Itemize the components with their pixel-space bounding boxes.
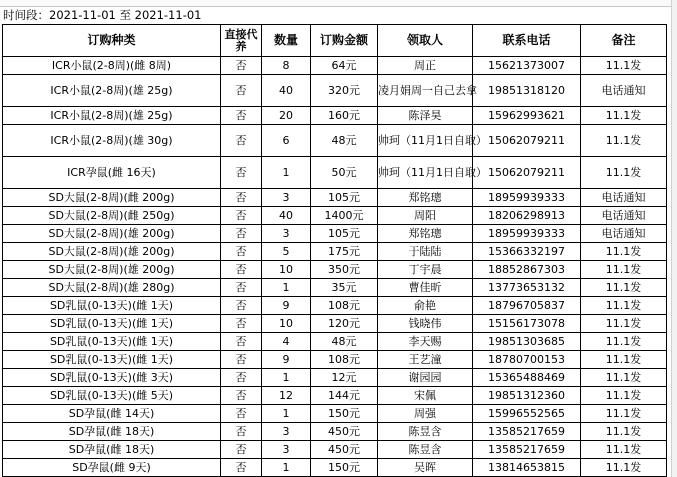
cell-amount: 144元 xyxy=(311,387,378,405)
cell-amount: 12元 xyxy=(311,369,378,387)
cell-phone: 13814653815 xyxy=(473,459,581,477)
cell-order-type: ICR小鼠(2-8周)(雄 25g) xyxy=(3,107,221,125)
cell-receiver: 吴晖 xyxy=(378,459,473,477)
cell-amount: 120元 xyxy=(311,315,378,333)
cell-receiver: 郑铭璁 xyxy=(378,225,473,243)
cell-note: 11.1发 xyxy=(581,107,667,125)
cell-quantity: 9 xyxy=(262,351,311,369)
cell-order-type: SD乳鼠(0-13天)(雌 1天) xyxy=(3,333,221,351)
window-right-edge xyxy=(671,0,677,477)
cell-order-type: SD乳鼠(0-13天)(雌 5天) xyxy=(3,387,221,405)
cell-direct-care: 否 xyxy=(221,189,262,207)
cell-receiver: 王艺潼 xyxy=(378,351,473,369)
cell-direct-care: 否 xyxy=(221,441,262,459)
cell-note: 电话通知 xyxy=(581,189,667,207)
cell-direct-care: 否 xyxy=(221,279,262,297)
cell-order-type: ICR小鼠(2-8周)(雄 25g) xyxy=(3,75,221,107)
cell-receiver: 周正 xyxy=(378,57,473,75)
cell-direct-care: 否 xyxy=(221,315,262,333)
cell-note: 11.1发 xyxy=(581,387,667,405)
cell-amount: 35元 xyxy=(311,279,378,297)
cell-phone: 18959939333 xyxy=(473,225,581,243)
cell-phone: 15962993621 xyxy=(473,107,581,125)
cell-receiver: 宋佩 xyxy=(378,387,473,405)
cell-quantity: 12 xyxy=(262,387,311,405)
cell-note: 11.1发 xyxy=(581,297,667,315)
cell-amount: 320元 xyxy=(311,75,378,107)
cell-receiver: 陈昱含 xyxy=(378,423,473,441)
cell-direct-care: 否 xyxy=(221,125,262,157)
cell-quantity: 1 xyxy=(262,405,311,423)
table-row xyxy=(3,125,667,157)
cell-phone: 19851303685 xyxy=(473,333,581,351)
cell-quantity: 10 xyxy=(262,261,311,279)
cell-receiver: 陈泽昊 xyxy=(378,107,473,125)
cell-order-type: SD乳鼠(0-13天)(雌 3天) xyxy=(3,369,221,387)
cell-phone: 18206298913 xyxy=(473,207,581,225)
table-row xyxy=(3,333,667,351)
table-row xyxy=(3,423,667,441)
table-row xyxy=(3,459,667,477)
table-row xyxy=(3,297,667,315)
cell-note: 电话通知 xyxy=(581,225,667,243)
cell-note: 11.1发 xyxy=(581,369,667,387)
cell-note: 电话通知 xyxy=(581,207,667,225)
cell-phone: 18852867303 xyxy=(473,261,581,279)
cell-direct-care: 否 xyxy=(221,225,262,243)
cell-order-type: SD孕鼠(雌 14天) xyxy=(3,405,221,423)
cell-quantity: 40 xyxy=(262,75,311,107)
cell-phone: 15062079211 xyxy=(473,157,581,189)
cell-amount: 350元 xyxy=(311,261,378,279)
header-order-type: 订购种类 xyxy=(3,25,221,57)
header-amount: 订购金额 xyxy=(311,25,378,57)
cell-amount: 50元 xyxy=(311,157,378,189)
table-row xyxy=(3,405,667,423)
table-row xyxy=(3,387,667,405)
table-row xyxy=(3,189,667,207)
cell-amount: 48元 xyxy=(311,333,378,351)
cell-quantity: 1 xyxy=(262,369,311,387)
cell-receiver: 郑铭璁 xyxy=(378,189,473,207)
table-row xyxy=(3,75,667,107)
cell-quantity: 20 xyxy=(262,107,311,125)
cell-phone: 18959939333 xyxy=(473,189,581,207)
cell-note: 11.1发 xyxy=(581,405,667,423)
cell-receiver: 俞艳 xyxy=(378,297,473,315)
cell-amount: 105元 xyxy=(311,189,378,207)
cell-amount: 150元 xyxy=(311,459,378,477)
cell-amount: 450元 xyxy=(311,441,378,459)
cell-order-type: SD大鼠(2-8周)(雌 200g) xyxy=(3,189,221,207)
cell-phone: 13773653132 xyxy=(473,279,581,297)
cell-note: 11.1发 xyxy=(581,441,667,459)
cell-phone: 15621373007 xyxy=(473,57,581,75)
cell-phone: 19851318120 xyxy=(473,75,581,107)
cell-note: 11.1发 xyxy=(581,125,667,157)
cell-amount: 105元 xyxy=(311,225,378,243)
header-direct-care: 直接代养 xyxy=(221,25,262,57)
cell-phone: 15365488469 xyxy=(473,369,581,387)
cell-quantity: 40 xyxy=(262,207,311,225)
cell-direct-care: 否 xyxy=(221,243,262,261)
cell-order-type: SD大鼠(2-8周)(雄 200g) xyxy=(3,243,221,261)
cell-quantity: 3 xyxy=(262,189,311,207)
sheet-top-strip xyxy=(0,0,676,7)
table-row xyxy=(3,225,667,243)
cell-direct-care: 否 xyxy=(221,107,262,125)
cell-direct-care: 否 xyxy=(221,369,262,387)
cell-quantity: 3 xyxy=(262,423,311,441)
cell-order-type: SD乳鼠(0-13天)(雌 1天) xyxy=(3,351,221,369)
cell-receiver: 钱晓伟 xyxy=(378,315,473,333)
cell-direct-care: 否 xyxy=(221,351,262,369)
table-row xyxy=(3,279,667,297)
cell-order-type: SD大鼠(2-8周)(雄 200g) xyxy=(3,261,221,279)
cell-direct-care: 否 xyxy=(221,459,262,477)
cell-phone: 15996552565 xyxy=(473,405,581,423)
cell-direct-care: 否 xyxy=(221,207,262,225)
cell-receiver: 于陆陆 xyxy=(378,243,473,261)
cell-order-type: SD孕鼠(雌 9天) xyxy=(3,459,221,477)
cell-note: 11.1发 xyxy=(581,279,667,297)
cell-direct-care: 否 xyxy=(221,261,262,279)
cell-note: 11.1发 xyxy=(581,243,667,261)
cell-order-type: SD大鼠(2-8周)(雄 200g) xyxy=(3,225,221,243)
table-row xyxy=(3,351,667,369)
cell-quantity: 1 xyxy=(262,279,311,297)
cell-direct-care: 否 xyxy=(221,387,262,405)
table-row xyxy=(3,207,667,225)
cell-order-type: SD大鼠(2-8周)(雌 250g) xyxy=(3,207,221,225)
cell-direct-care: 否 xyxy=(221,157,262,189)
table-row xyxy=(3,157,667,189)
cell-order-type: ICR小鼠(2-8周)(雌 8周) xyxy=(3,57,221,75)
cell-receiver: 帅珂（11月1日自取） xyxy=(378,157,473,189)
cell-note: 11.1发 xyxy=(581,57,667,75)
table-row xyxy=(3,57,667,75)
cell-direct-care: 否 xyxy=(221,75,262,107)
cell-note: 11.1发 xyxy=(581,333,667,351)
cell-note: 11.1发 xyxy=(581,459,667,477)
cell-order-type: SD乳鼠(0-13天)(雌 1天) xyxy=(3,297,221,315)
cell-amount: 160元 xyxy=(311,107,378,125)
cell-note: 11.1发 xyxy=(581,315,667,333)
cell-quantity: 3 xyxy=(262,441,311,459)
table-body xyxy=(3,57,667,477)
cell-quantity: 8 xyxy=(262,57,311,75)
cell-amount: 48元 xyxy=(311,125,378,157)
table-row xyxy=(3,107,667,125)
cell-note: 11.1发 xyxy=(581,423,667,441)
cell-order-type: SD孕鼠(雌 18天) xyxy=(3,441,221,459)
period-label: 时间段：2021-11-01 至 2021-11-01 xyxy=(3,8,202,22)
cell-note: 11.1发 xyxy=(581,157,667,189)
cell-amount: 450元 xyxy=(311,423,378,441)
cell-phone: 13585217659 xyxy=(473,423,581,441)
cell-phone: 15366332197 xyxy=(473,243,581,261)
cell-direct-care: 否 xyxy=(221,333,262,351)
cell-quantity: 6 xyxy=(262,125,311,157)
table-row xyxy=(3,441,667,459)
cell-phone: 15156173078 xyxy=(473,315,581,333)
cell-quantity: 4 xyxy=(262,333,311,351)
cell-phone: 13585217659 xyxy=(473,441,581,459)
cell-receiver: 帅珂（11月1日自取） xyxy=(378,125,473,157)
cell-phone: 18796705837 xyxy=(473,297,581,315)
cell-quantity: 3 xyxy=(262,225,311,243)
cell-order-type: SD大鼠(2-8周)(雄 280g) xyxy=(3,279,221,297)
cell-note: 11.1发 xyxy=(581,351,667,369)
cell-receiver: 周阳 xyxy=(378,207,473,225)
cell-direct-care: 否 xyxy=(221,297,262,315)
cell-phone: 15062079211 xyxy=(473,125,581,157)
cell-amount: 108元 xyxy=(311,351,378,369)
cell-note: 电话通知 xyxy=(581,75,667,107)
table-row xyxy=(3,243,667,261)
cell-quantity: 1 xyxy=(262,157,311,189)
cell-order-type: ICR小鼠(2-8周)(雄 30g) xyxy=(3,125,221,157)
cell-quantity: 10 xyxy=(262,315,311,333)
cell-amount: 175元 xyxy=(311,243,378,261)
cell-receiver: 周强 xyxy=(378,405,473,423)
table-row xyxy=(3,369,667,387)
cell-receiver: 凌月娟周一自己去拿 xyxy=(378,75,473,107)
cell-phone: 18780700153 xyxy=(473,351,581,369)
cell-order-type: SD乳鼠(0-13天)(雌 1天) xyxy=(3,315,221,333)
table-row xyxy=(3,261,667,279)
cell-amount: 64元 xyxy=(311,57,378,75)
cell-order-type: SD孕鼠(雌 18天) xyxy=(3,423,221,441)
cell-direct-care: 否 xyxy=(221,423,262,441)
cell-receiver: 陈昱含 xyxy=(378,441,473,459)
header-quantity: 数量 xyxy=(262,25,311,57)
header-row xyxy=(3,25,667,57)
order-table xyxy=(2,24,667,477)
cell-amount: 108元 xyxy=(311,297,378,315)
header-note: 备注 xyxy=(581,25,667,57)
cell-receiver: 曹佳昕 xyxy=(378,279,473,297)
cell-direct-care: 否 xyxy=(221,57,262,75)
cell-quantity: 1 xyxy=(262,459,311,477)
table-row xyxy=(3,315,667,333)
header-receiver: 领取人 xyxy=(378,25,473,57)
cell-note: 11.1发 xyxy=(581,261,667,279)
cell-amount: 1400元 xyxy=(311,207,378,225)
cell-receiver: 李天赐 xyxy=(378,333,473,351)
cell-quantity: 9 xyxy=(262,297,311,315)
cell-quantity: 5 xyxy=(262,243,311,261)
cell-direct-care: 否 xyxy=(221,405,262,423)
header-phone: 联系电话 xyxy=(473,25,581,57)
cell-receiver: 谢园园 xyxy=(378,369,473,387)
cell-receiver: 丁宇晨 xyxy=(378,261,473,279)
cell-phone: 19851312360 xyxy=(473,387,581,405)
cell-amount: 150元 xyxy=(311,405,378,423)
cell-order-type: ICR孕鼠(雌 16天) xyxy=(3,157,221,189)
